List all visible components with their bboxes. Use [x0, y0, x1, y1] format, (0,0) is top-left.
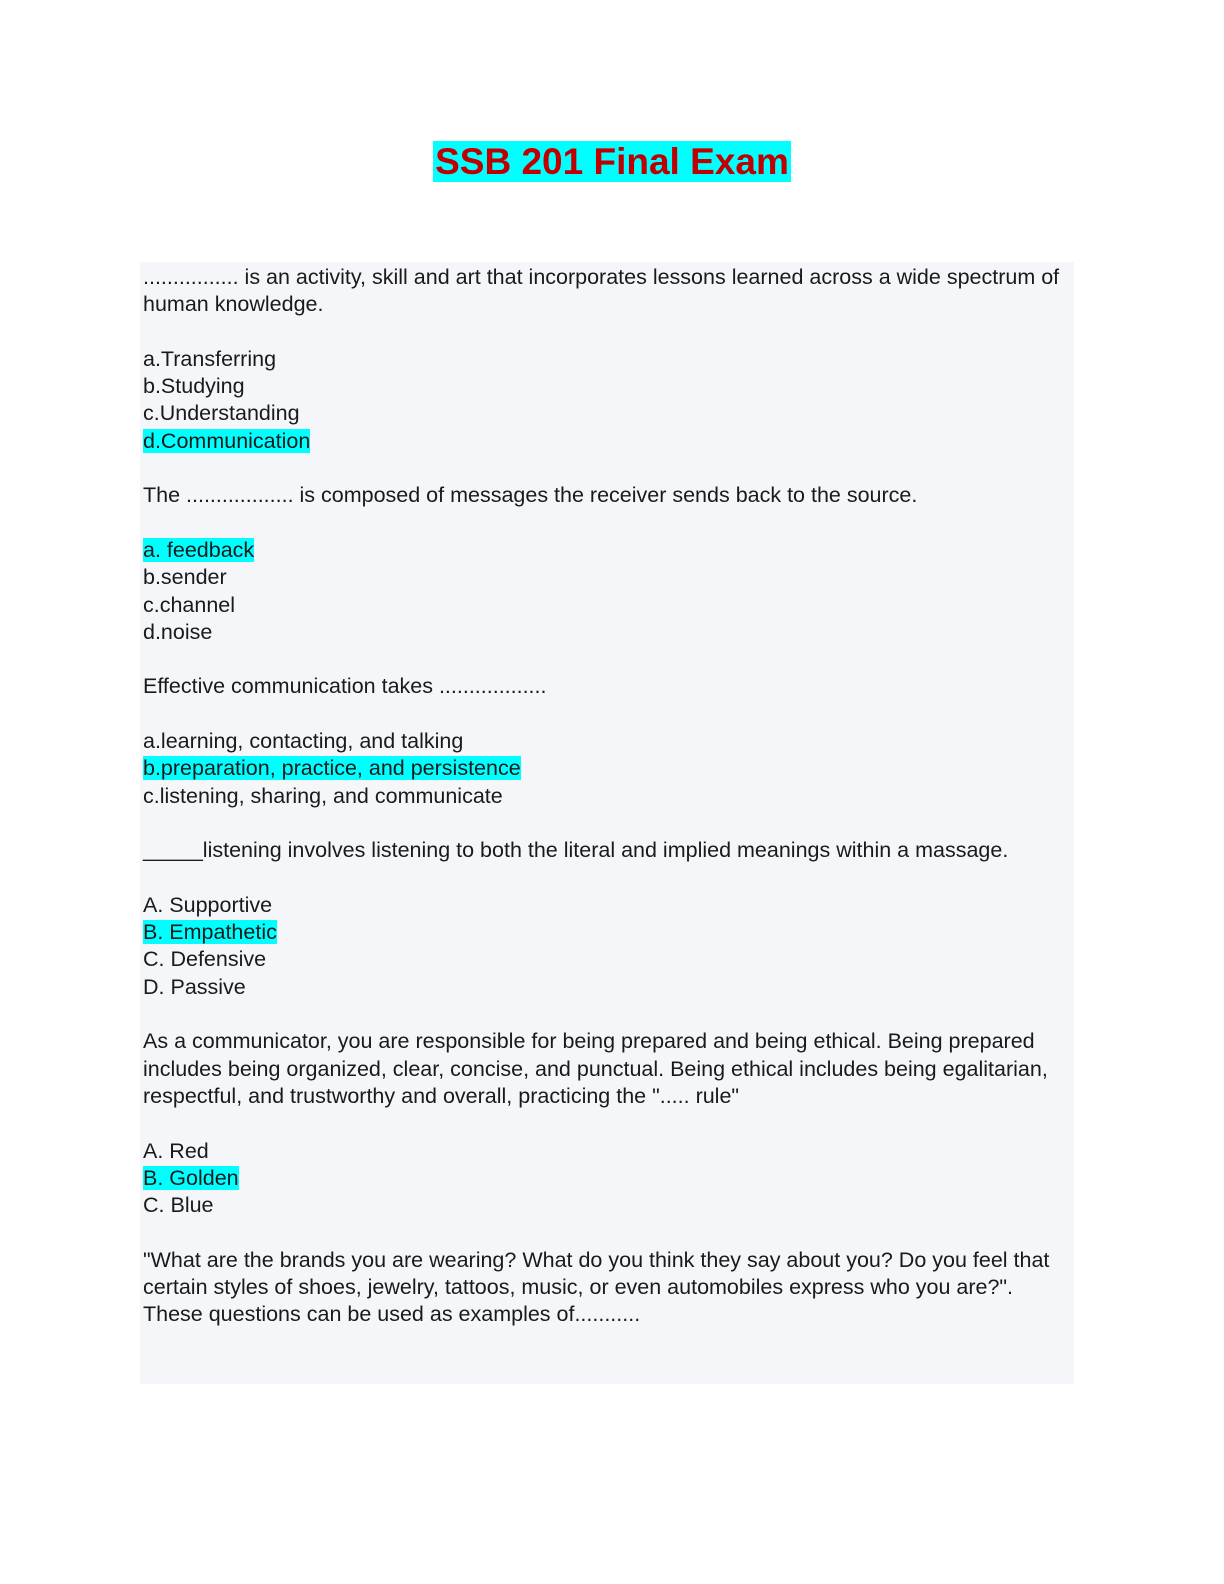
question-text: "What are the brands you are wearing? What do you think they say about you? Do you feel that certain styles of shoes, jewelry, tattoos, music, or even automobiles express who you are?". These questions can be used as examples of...........: [143, 1247, 1056, 1327]
option-a-answer: a. feedback: [143, 537, 255, 562]
question-3: [143, 673, 1068, 700]
question-text: As a communicator, you are responsible for being prepared and being ethical. Being prepared includes being organized, clear, concise, and punctual. Being ethical includes being egalitarian, respectful, and trustworthy and overall, practicing the "..... rule": [143, 1029, 1054, 1108]
question-1: [143, 264, 1068, 319]
question-text: ................ is an activity, skill and art that incorporates lessons learned across a wide spectrum of human knowledge.: [143, 265, 1066, 317]
question-2: [143, 482, 1068, 509]
question-text: The .................. is composed of messages the receiver sends back to the source.: [143, 483, 918, 508]
question-list: [143, 264, 1068, 1356]
option-c: C. Defensive: [143, 947, 267, 972]
question-4-options: [143, 892, 1068, 1001]
option-d: d.noise: [143, 619, 213, 644]
option-a: a.learning, contacting, and talking: [143, 729, 464, 754]
question-2-options: [143, 537, 1068, 646]
option-a: A. Red: [143, 1138, 209, 1163]
question-text: _____listening involves listening to both the literal and implied meanings within a massage.: [143, 838, 1009, 863]
question-text: Effective communication takes ..................: [143, 674, 547, 699]
page-title-text: SSB 201 Final Exam: [435, 141, 789, 182]
option-a: a.Transferring: [143, 346, 277, 371]
option-b-answer: B. Empathetic: [143, 920, 277, 945]
option-b-answer: B. Golden: [143, 1165, 239, 1190]
option-d: D. Passive: [143, 974, 246, 999]
option-b: b.sender: [143, 565, 227, 590]
option-c: c.Understanding: [143, 401, 300, 426]
question-1-options: [143, 346, 1068, 455]
option-a: A. Supportive: [143, 892, 273, 917]
option-c: C. Blue: [143, 1193, 214, 1218]
option-d-answer: d.Communication: [143, 428, 311, 453]
page-title: [0, 140, 1224, 184]
option-b-answer: b.preparation, practice, and persistence: [143, 756, 521, 781]
question-3-options: [143, 728, 1068, 810]
option-b: b.Studying: [143, 374, 245, 399]
option-c: c.listening, sharing, and communicate: [143, 783, 503, 808]
question-5-options: [143, 1138, 1068, 1220]
option-c: c.channel: [143, 592, 236, 617]
question-6: [143, 1247, 1068, 1329]
question-4: [143, 837, 1068, 864]
question-5: [143, 1028, 1068, 1110]
